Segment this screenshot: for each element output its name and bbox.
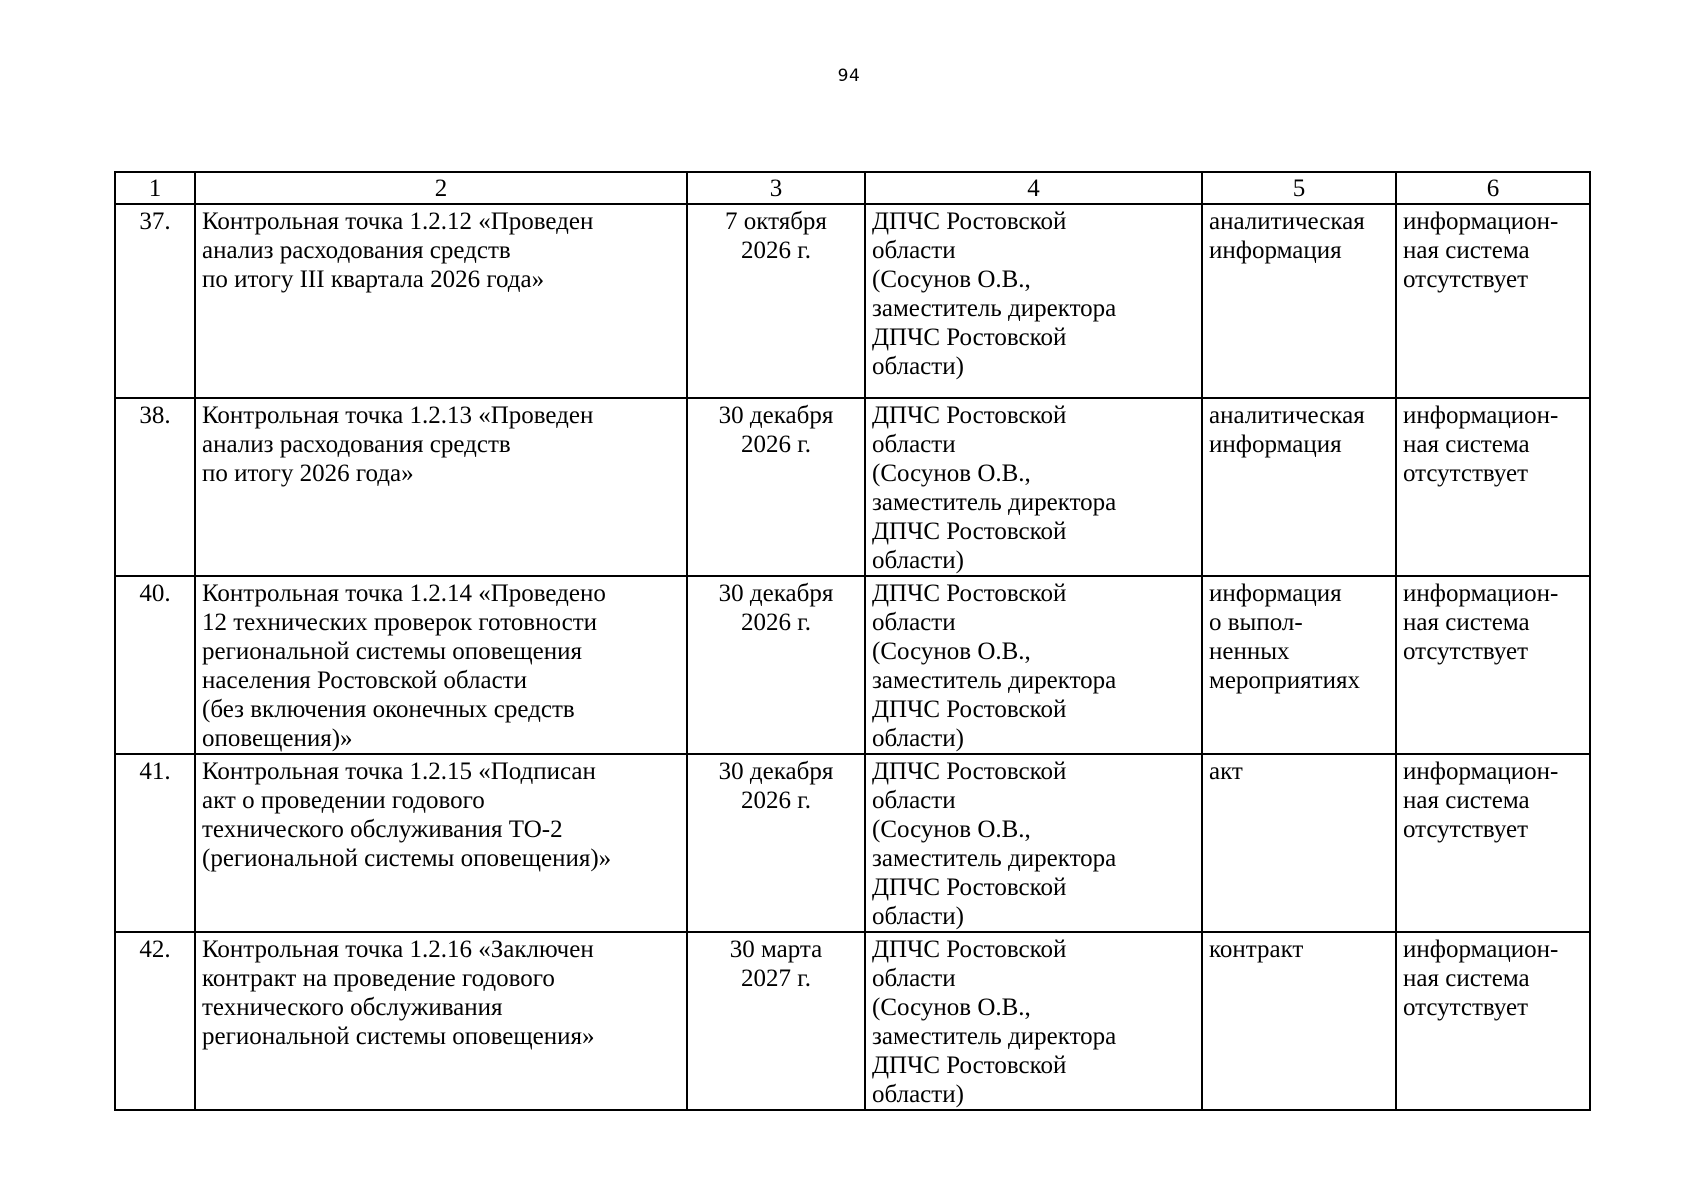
information-system: информацион- ная система отсутствует — [1396, 932, 1590, 1110]
information-system: информацион- ная система отсутствует — [1396, 204, 1590, 398]
table-row — [115, 398, 1590, 576]
responsible-executor: ДПЧС Ростовской области (Сосунов О.В., заместитель директора ДПЧС Ростовской области) — [865, 398, 1202, 576]
confirming-document: контракт — [1202, 932, 1396, 1110]
page-number: 94 — [837, 66, 861, 86]
confirming-document: аналитическая информация — [1202, 398, 1396, 576]
control-point-description: Контрольная точка 1.2.15 «Подписан акт о проведении годового технического обслуживания ТО-2 (региональной системы оповещения)» — [195, 754, 687, 932]
deadline-date: 30 декабря 2026 г. — [687, 754, 865, 932]
row-number: 40. — [115, 576, 195, 754]
control-point-description: Контрольная точка 1.2.12 «Проведен анализ расходования средств по итогу III квартала 2026 года» — [195, 204, 687, 398]
responsible-executor: ДПЧС Ростовской области (Сосунов О.В., заместитель директора ДПЧС Ростовской области) — [865, 932, 1202, 1110]
information-system: информацион- ная система отсутствует — [1396, 398, 1590, 576]
table-row — [115, 204, 1590, 398]
control-point-description: Контрольная точка 1.2.14 «Проведено 12 технических проверок готовности региональной системы оповещения населения Ростовской области (без включения оконечных средств оповещения)» — [195, 576, 687, 754]
table-row — [115, 932, 1590, 1110]
control-point-description: Контрольная точка 1.2.16 «Заключен контракт на проведение годового технического обслуживания региональной системы оповещения» — [195, 932, 687, 1110]
column-header: 5 — [1202, 172, 1396, 204]
control-points-table — [114, 171, 1591, 1111]
table-row — [115, 576, 1590, 754]
column-header: 2 — [195, 172, 687, 204]
confirming-document: информация о выпол- ненных мероприятиях — [1202, 576, 1396, 754]
information-system: информацион- ная система отсутствует — [1396, 576, 1590, 754]
row-number: 41. — [115, 754, 195, 932]
deadline-date: 30 декабря 2026 г. — [687, 398, 865, 576]
deadline-date: 7 октября 2026 г. — [687, 204, 865, 398]
table-row — [115, 754, 1590, 932]
responsible-executor: ДПЧС Ростовской области (Сосунов О.В., заместитель директора ДПЧС Ростовской области) — [865, 754, 1202, 932]
column-header: 6 — [1396, 172, 1590, 204]
column-header: 3 — [687, 172, 865, 204]
information-system: информацион- ная система отсутствует — [1396, 754, 1590, 932]
row-number: 42. — [115, 932, 195, 1110]
row-number: 37. — [115, 204, 195, 398]
column-header: 1 — [115, 172, 195, 204]
responsible-executor: ДПЧС Ростовской области (Сосунов О.В., заместитель директора ДПЧС Ростовской области) — [865, 576, 1202, 754]
confirming-document: акт — [1202, 754, 1396, 932]
column-header: 4 — [865, 172, 1202, 204]
table-header-row — [115, 172, 1590, 204]
confirming-document: аналитическая информация — [1202, 204, 1396, 398]
responsible-executor: ДПЧС Ростовской области (Сосунов О.В., заместитель директора ДПЧС Ростовской области) — [865, 204, 1202, 398]
control-point-description: Контрольная точка 1.2.13 «Проведен анализ расходования средств по итогу 2026 года» — [195, 398, 687, 576]
deadline-date: 30 декабря 2026 г. — [687, 576, 865, 754]
deadline-date: 30 марта 2027 г. — [687, 932, 865, 1110]
row-number: 38. — [115, 398, 195, 576]
